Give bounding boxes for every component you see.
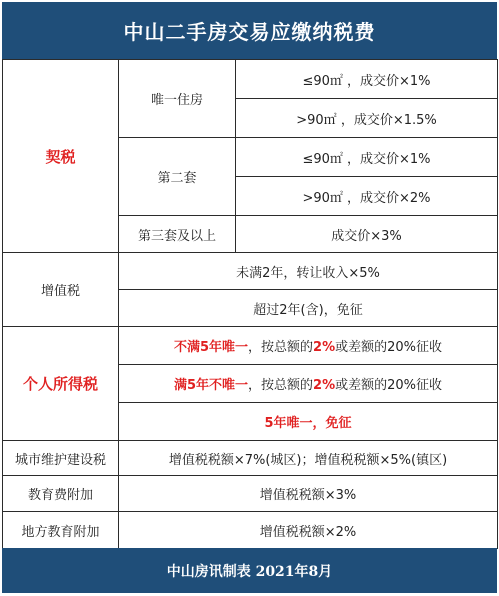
city-tax-value: 增值税税额×7%(城区)；增值税税额×5%(镇区) [119, 441, 498, 476]
income-tax-row3 [119, 403, 498, 441]
income-tax-row2-condition: 满5年不唯一 [173, 378, 249, 393]
tax-table [2, 59, 498, 549]
edu-fee-label: 教育费附加 [3, 476, 119, 512]
income-tax-row2-tail: 或差额的20%征收 [335, 378, 443, 393]
income-tax-row1 [119, 327, 498, 365]
deed-tax-label: 契税 [3, 60, 119, 253]
city-tax-label: 城市维护建设税 [3, 441, 119, 476]
third-home-label: 第三套及以上 [119, 216, 236, 253]
vat-over2: 超过2年(含)，免征 [119, 290, 498, 327]
only-home-gt90: >90㎡ ，成交价×1.5% [236, 99, 498, 138]
edu-fee-value: 增值税税额×3% [119, 476, 498, 512]
table-footer: 中山房讯制表 2021年8月 [2, 548, 497, 593]
income-tax-row1-text: ，按总额的 [248, 340, 314, 355]
vat-label: 增值税 [3, 253, 119, 327]
third-home-rate: 成交价×3% [236, 216, 498, 253]
table-row [3, 253, 498, 290]
income-tax-row3-exempt: 5年唯一，免征 [264, 416, 352, 431]
table-row [3, 327, 498, 365]
income-tax-row1-tail: 或差额的20%征收 [335, 340, 443, 355]
table-row [3, 60, 498, 99]
local-edu-value: 增值税税额×2% [119, 512, 498, 549]
second-home-label: 第二套 [119, 138, 236, 216]
income-tax-row2 [119, 365, 498, 403]
income-tax-row1-rate: 2% [313, 340, 336, 355]
income-tax-row2-text: ，按总额的 [248, 378, 314, 393]
second-home-gt90: >90㎡ ，成交价×2% [236, 177, 498, 216]
income-tax-row2-rate: 2% [313, 378, 336, 393]
table-row [3, 512, 498, 549]
vat-under2: 未满2年，转让收入×5% [119, 253, 498, 290]
income-tax-label: 个人所得税 [3, 327, 119, 441]
only-home-label: 唯一住房 [119, 60, 236, 138]
table-row [3, 476, 498, 512]
second-home-le90: ≤90㎡ ，成交价×1% [236, 138, 498, 177]
only-home-le90: ≤90㎡ ，成交价×1% [236, 60, 498, 99]
table-row [3, 441, 498, 476]
local-edu-label: 地方教育附加 [3, 512, 119, 549]
income-tax-row1-condition: 不满5年唯一 [173, 340, 249, 355]
table-title: 中山二手房交易应缴纳税费 [2, 2, 497, 59]
